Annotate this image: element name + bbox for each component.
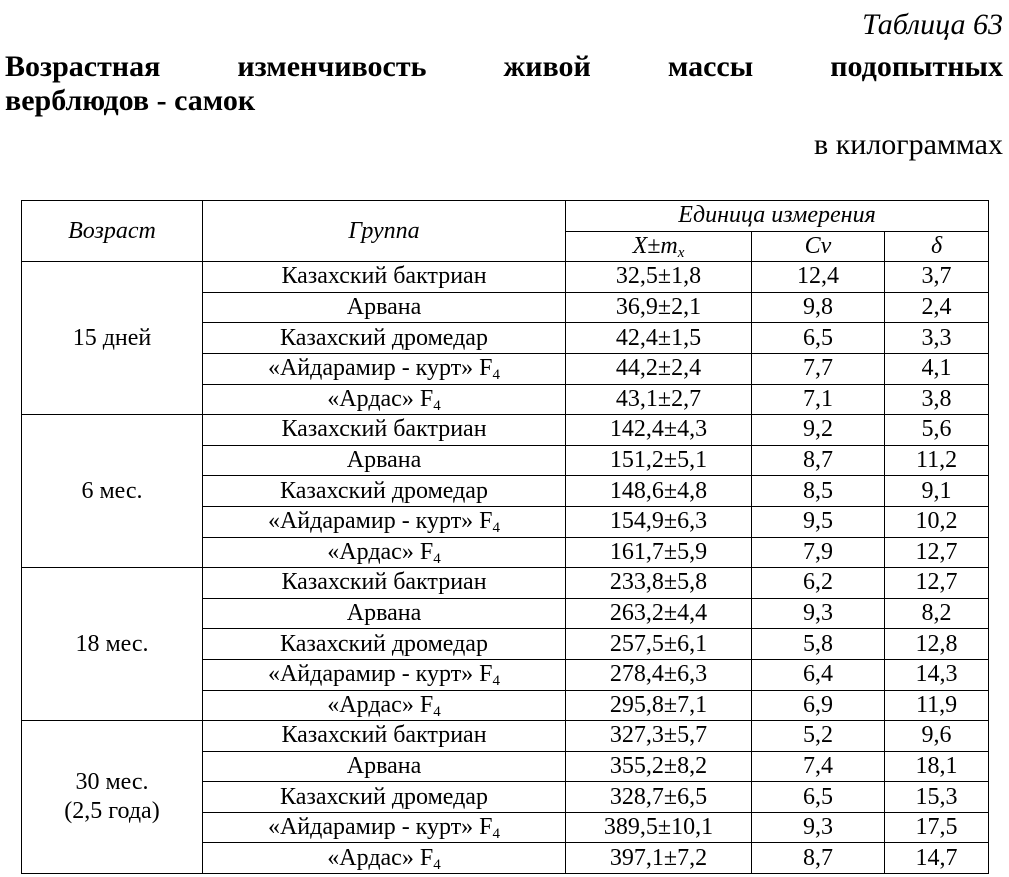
group-cell xyxy=(203,445,566,476)
header-mean-sub: x xyxy=(677,244,685,261)
delta-cell: 10,2 xyxy=(885,506,989,537)
table-body xyxy=(22,262,989,874)
cv-cell: 6,9 xyxy=(752,690,885,721)
group-cell xyxy=(203,292,566,323)
cv-cell: 8,7 xyxy=(752,445,885,476)
group-name: Казахский бактриан xyxy=(281,569,487,596)
group-name: Казахский бактриан xyxy=(281,263,487,290)
group-name: Казахский бактриан xyxy=(281,416,487,443)
table-row xyxy=(22,415,989,446)
group-cell xyxy=(203,598,566,629)
group-subscript: 4 xyxy=(433,397,441,414)
delta-cell: 17,5 xyxy=(885,812,989,843)
group-name: «Айдарамир - курт» F xyxy=(267,508,493,535)
header-unit: Единица измерения xyxy=(566,201,989,232)
delta-cell: 11,9 xyxy=(885,690,989,721)
document-title xyxy=(5,50,1003,118)
delta-cell: 12,7 xyxy=(885,537,989,568)
group-name: Казахский дромедар xyxy=(280,783,488,810)
cv-cell: 6,5 xyxy=(752,323,885,354)
cv-cell: 8,5 xyxy=(752,476,885,507)
group-cell xyxy=(203,721,566,752)
cv-cell: 8,7 xyxy=(752,843,885,874)
group-cell xyxy=(203,629,566,660)
mean-cell: 233,8±5,8 xyxy=(566,568,752,599)
group-cell xyxy=(203,537,566,568)
cv-cell: 6,5 xyxy=(752,782,885,813)
title-word: изменчивость xyxy=(237,50,427,83)
group-name: Казахский дромедар xyxy=(280,324,488,351)
cv-cell: 7,4 xyxy=(752,751,885,782)
header-delta: δ xyxy=(885,231,989,262)
mean-cell: 32,5±1,8 xyxy=(566,262,752,293)
delta-cell: 3,3 xyxy=(885,323,989,354)
delta-cell: 2,4 xyxy=(885,292,989,323)
group-subscript: 4 xyxy=(492,367,501,384)
cv-cell: 6,4 xyxy=(752,659,885,690)
mean-cell: 42,4±1,5 xyxy=(566,323,752,354)
mean-cell: 142,4±4,3 xyxy=(566,415,752,446)
delta-cell: 9,6 xyxy=(885,721,989,752)
group-cell xyxy=(203,476,566,507)
cv-cell: 7,7 xyxy=(752,353,885,384)
group-cell xyxy=(203,323,566,354)
age-label: 6 мес. xyxy=(81,477,143,504)
delta-cell: 3,7 xyxy=(885,262,989,293)
group-subscript: 4 xyxy=(433,703,441,720)
header-cv: Cv xyxy=(752,231,885,262)
title-word: подопытных xyxy=(830,50,1003,83)
cv-cell: 9,3 xyxy=(752,598,885,629)
mean-cell: 295,8±7,1 xyxy=(566,690,752,721)
delta-cell: 18,1 xyxy=(885,751,989,782)
delta-cell: 5,6 xyxy=(885,415,989,446)
group-cell xyxy=(203,568,566,599)
group-subscript: 4 xyxy=(433,856,441,873)
cv-cell: 9,3 xyxy=(752,812,885,843)
cv-cell: 7,1 xyxy=(752,384,885,415)
group-cell xyxy=(203,843,566,874)
age-label: 18 мес. xyxy=(75,630,149,657)
delta-cell: 4,1 xyxy=(885,353,989,384)
table-row xyxy=(22,721,989,752)
mean-cell: 151,2±5,1 xyxy=(566,445,752,476)
group-name: Арвана xyxy=(346,752,422,779)
group-name: Арвана xyxy=(346,600,422,627)
group-cell xyxy=(203,690,566,721)
group-name: «Айдарамир - курт» F xyxy=(267,355,493,382)
mean-cell: 43,1±2,7 xyxy=(566,384,752,415)
group-cell xyxy=(203,751,566,782)
group-cell xyxy=(203,659,566,690)
cv-cell: 9,5 xyxy=(752,506,885,537)
mean-cell: 36,9±2,1 xyxy=(566,292,752,323)
cv-cell: 6,2 xyxy=(752,568,885,599)
group-cell xyxy=(203,506,566,537)
cv-cell: 5,2 xyxy=(752,721,885,752)
mean-cell: 263,2±4,4 xyxy=(566,598,752,629)
delta-cell: 14,3 xyxy=(885,659,989,690)
cv-cell: 5,8 xyxy=(752,629,885,660)
header-age: Возраст xyxy=(22,201,203,262)
age-cell xyxy=(22,721,203,874)
age-label: 15 дней xyxy=(72,324,152,351)
group-name: Казахский дромедар xyxy=(280,477,488,504)
group-name: «Ардас» F xyxy=(327,385,434,412)
title-word: Возрастная xyxy=(5,50,161,83)
group-name: «Айдарамир - курт» F xyxy=(267,814,493,841)
group-name: «Ардас» F xyxy=(327,691,434,718)
units-label: в килограммах xyxy=(814,128,1003,161)
mean-cell: 161,7±5,9 xyxy=(566,537,752,568)
header-group: Группа xyxy=(203,201,566,262)
mean-cell: 257,5±6,1 xyxy=(566,629,752,660)
age-cell xyxy=(22,262,203,415)
mean-cell: 148,6±4,8 xyxy=(566,476,752,507)
group-name: Арвана xyxy=(346,294,422,321)
cv-cell: 9,2 xyxy=(752,415,885,446)
mean-cell: 327,3±5,7 xyxy=(566,721,752,752)
mean-cell: 389,5±10,1 xyxy=(566,812,752,843)
group-subscript: 4 xyxy=(492,673,501,690)
table-number: Таблица 63 xyxy=(862,8,1003,41)
group-name: «Айдарамир - курт» F xyxy=(267,661,493,688)
delta-cell: 9,1 xyxy=(885,476,989,507)
table-row xyxy=(22,262,989,293)
title-word: массы xyxy=(667,50,754,83)
age-label: (2,5 года) xyxy=(64,798,160,825)
group-cell xyxy=(203,262,566,293)
delta-cell: 14,7 xyxy=(885,843,989,874)
header-mean xyxy=(566,231,752,262)
delta-cell: 15,3 xyxy=(885,782,989,813)
title-word: живой xyxy=(503,50,591,83)
title-line-1 xyxy=(5,50,1003,84)
delta-cell: 12,7 xyxy=(885,568,989,599)
age-cell xyxy=(22,568,203,721)
cv-cell: 9,8 xyxy=(752,292,885,323)
group-cell xyxy=(203,782,566,813)
group-name: «Ардас» F xyxy=(327,844,434,871)
group-cell xyxy=(203,812,566,843)
data-table xyxy=(21,200,989,874)
group-name: Казахский бактриан xyxy=(281,722,487,749)
group-subscript: 4 xyxy=(492,520,501,537)
group-name: «Ардас» F xyxy=(327,538,434,565)
group-cell xyxy=(203,415,566,446)
title-line-2: верблюдов - самок xyxy=(5,84,256,117)
table-row xyxy=(22,568,989,599)
group-name: Казахский дромедар xyxy=(280,630,488,657)
mean-cell: 355,2±8,2 xyxy=(566,751,752,782)
group-cell xyxy=(203,384,566,415)
mean-cell: 397,1±7,2 xyxy=(566,843,752,874)
group-subscript: 4 xyxy=(492,826,501,843)
group-subscript: 4 xyxy=(433,550,441,567)
group-name: Арвана xyxy=(346,447,422,474)
age-label: 30 мес. xyxy=(75,769,149,796)
mean-cell: 44,2±2,4 xyxy=(566,353,752,384)
mean-cell: 328,7±6,5 xyxy=(566,782,752,813)
delta-cell: 11,2 xyxy=(885,445,989,476)
cv-cell: 12,4 xyxy=(752,262,885,293)
header-mean-text: X±m xyxy=(632,232,678,259)
mean-cell: 278,4±6,3 xyxy=(566,659,752,690)
delta-cell: 8,2 xyxy=(885,598,989,629)
age-cell xyxy=(22,415,203,568)
group-cell xyxy=(203,353,566,384)
delta-cell: 3,8 xyxy=(885,384,989,415)
mean-cell: 154,9±6,3 xyxy=(566,506,752,537)
cv-cell: 7,9 xyxy=(752,537,885,568)
delta-cell: 12,8 xyxy=(885,629,989,660)
